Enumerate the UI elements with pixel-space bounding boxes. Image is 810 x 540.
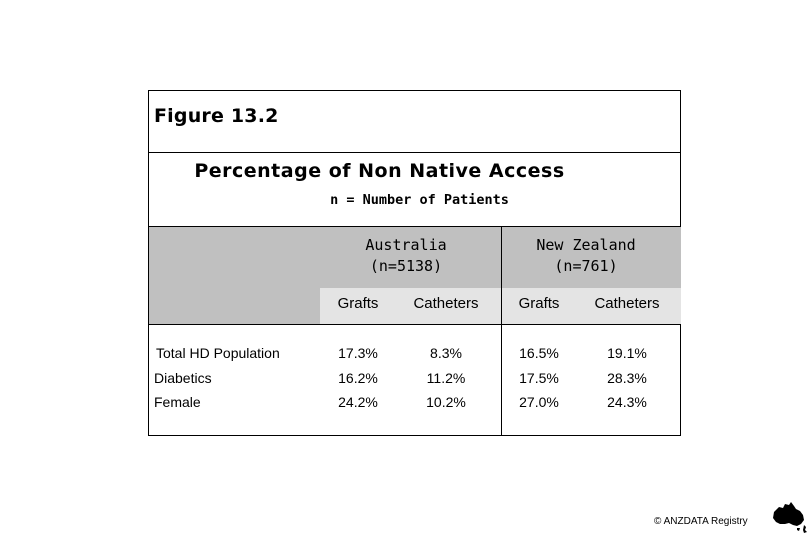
figure-title: Percentage of Non Native Access: [194, 160, 565, 182]
table-header-divider: [149, 324, 680, 325]
figure-label: Figure 13.2: [154, 105, 279, 127]
column-header: Catheters: [413, 295, 479, 312]
table-cell: 24.2%: [338, 394, 378, 410]
table-cell: 17.3%: [338, 345, 378, 361]
row-label: Total HD Population: [156, 345, 280, 361]
column-header: Catheters: [594, 295, 660, 312]
country-header-australia: [316, 235, 496, 277]
country-name: New Zealand: [536, 236, 636, 254]
table-cell: 8.3%: [430, 345, 462, 361]
table-cell: 11.2%: [426, 370, 466, 386]
row-label: Diabetics: [154, 370, 212, 386]
title-divider: [149, 152, 680, 153]
table-cell: 28.3%: [607, 370, 647, 386]
country-count: (n=5138): [369, 257, 443, 275]
row-label: Female: [154, 394, 201, 410]
copyright-footer: © ANZDATA Registry: [654, 516, 748, 527]
table-cell: 24.3%: [607, 394, 647, 410]
table-cell: 19.1%: [607, 345, 647, 361]
country-name: Australia: [365, 236, 447, 254]
table-cell: 16.5%: [519, 345, 559, 361]
table-cell: 10.2%: [426, 394, 466, 410]
table-cell: 17.5%: [519, 370, 559, 386]
figure-subtitle: n = Number of Patients: [330, 192, 509, 208]
row-header-shade: [149, 227, 320, 324]
australia-map-icon: [770, 500, 808, 534]
column-header: Grafts: [518, 295, 560, 312]
table-cell: 27.0%: [519, 394, 559, 410]
column-header: Grafts: [337, 295, 379, 312]
figure-frame: [148, 90, 681, 436]
country-count: (n=761): [554, 257, 618, 275]
country-header-new-zealand: [496, 235, 676, 277]
table-cell: 16.2%: [338, 370, 378, 386]
